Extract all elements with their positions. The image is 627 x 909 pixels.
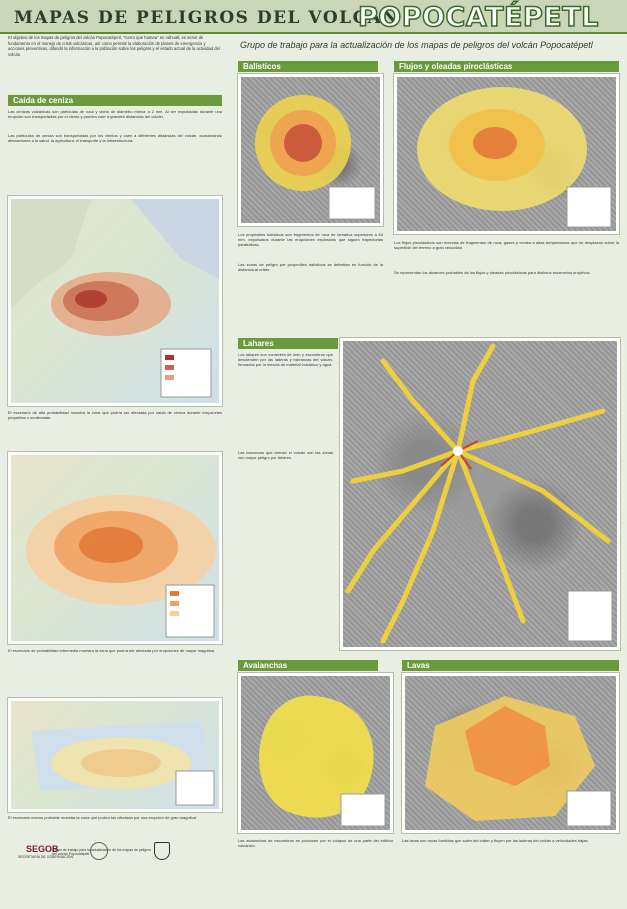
ash-map-2-graphic bbox=[11, 455, 219, 641]
ash-map-intermediate-probability bbox=[8, 452, 222, 644]
section-label-avalanchas: Avalanchas bbox=[238, 660, 378, 671]
page-subtitle: Grupo de trabajo para la actualización de los mapas de peligros del volcán Popocatépetl bbox=[240, 40, 593, 50]
lava-map-graphic bbox=[405, 676, 616, 830]
flujos-paragraph-1: Los flujos piroclásticos son mezclas de fragmentos de roca, gases y ceniza a altas temperaturas que se desplazan sobre la superficie del terreno a gran velocidad. bbox=[394, 240, 619, 251]
ceniza-paragraph-2: Las partículas de ceniza son transportadas por los vientos y caen a diferentes distancias del volcán, ocasionando afectaciones a la salud, la agricultura, el transporte y la infraestructura. bbox=[8, 133, 222, 144]
balisticos-paragraph-1: Los proyectiles balísticos son fragmentos de roca de tamaños superiores a 64 mm, expulsados durante las erupciones explosivas que siguen trayectorias parabólicas. bbox=[238, 232, 383, 248]
avalanchas-paragraph-1: Las avalanchas de escombros se producen por el colapso de una parte del edificio volcánico. bbox=[238, 838, 393, 849]
lahar-map-graphic bbox=[343, 341, 617, 647]
ceniza-paragraph-3: El escenario de alta probabilidad muestra la zona que podría ser afectada por caída de ceniza durante erupciones pequeñas o moderadas. bbox=[8, 410, 222, 421]
section-label-ceniza: Caída de ceniza bbox=[8, 95, 222, 106]
unam-shield-icon bbox=[154, 842, 170, 860]
lahar-map bbox=[340, 338, 620, 650]
segob-logo: SEGOB bbox=[26, 844, 59, 854]
ash-map-1-graphic bbox=[11, 199, 219, 403]
intro-text: El objetivo de los mapas de peligros del volcán Popocatépetl, "Cerro que humea" en náhuatl, es servir de fundamento en el manejo de crisis volcánicas, así como permitir la elaboración de planes de emergencia y acciones preventivas, difundir la información a la población sobre los peligros y el estado actual de la actividad del volcán. bbox=[8, 35, 220, 57]
balisticos-paragraph-2: Las zonas de peligro por proyectiles balísticos se delimitan en función de la distancia al cráter. bbox=[238, 262, 383, 273]
pyroclastic-flow-map-graphic bbox=[397, 77, 616, 231]
page-title-volcano: POPOCATÉPETL bbox=[358, 2, 599, 33]
section-label-lahares: Lahares bbox=[238, 338, 338, 349]
ceniza-paragraph-5: El escenario menos probable muestra la zona que podría ser afectada por una erupción de gran magnitud. bbox=[8, 815, 198, 820]
ceniza-paragraph-4: El escenario de probabilidad intermedia muestra la zona que podría ser afectada por erupciones de mayor magnitud. bbox=[8, 648, 216, 653]
ceniza-paragraph-1: Las cenizas volcánicas son partículas de roca y vidrio de diámetro menor a 2 mm. Al ser expulsadas durante una erupción son transportadas por el viento y pueden caer a grandes distancias del volcán. bbox=[8, 109, 222, 120]
ash-map-3-graphic bbox=[11, 701, 219, 809]
section-label-flujos: Flujos y oleadas piroclásticas bbox=[394, 61, 619, 72]
ballistic-map bbox=[238, 74, 383, 226]
lavas-paragraph-1: Las lavas son rocas fundidas que salen del cráter y fluyen por las laderas del volcán a velocidades bajas. bbox=[402, 838, 589, 843]
lava-map bbox=[402, 673, 619, 833]
section-label-balisticos: Balísticos bbox=[238, 61, 378, 72]
pyroclastic-flow-map bbox=[394, 74, 619, 234]
segob-logo-subtitle: SECRETARÍA DE GOBERNACIÓN bbox=[18, 855, 73, 859]
ash-map-low-probability bbox=[8, 698, 222, 812]
avalanche-map-graphic bbox=[241, 676, 390, 830]
lahares-paragraph-2: Las barrancas que drenan el volcán son las zonas con mayor peligro por lahares. bbox=[238, 450, 333, 461]
footer-logos bbox=[8, 840, 222, 900]
ash-map-high-probability bbox=[8, 196, 222, 406]
flujos-paragraph-2: Se representan los alcances probables de los flujos y oleadas piroclásticas para distintos escenarios eruptivos. bbox=[394, 270, 591, 275]
page-header bbox=[0, 0, 627, 34]
lahares-paragraph-1: Los lahares son corrientes de lodo y escombros que descienden por las laderas y barrancas del volcán, formados por la mezcla de material volcánico y agua. bbox=[238, 352, 333, 368]
footer-credits: Grupo de trabajo para la actualización de los mapas de peligros del volcán Popocatépetl bbox=[52, 848, 152, 856]
ballistic-map-graphic bbox=[241, 77, 380, 223]
avalanche-map bbox=[238, 673, 393, 833]
page-title-left: MAPAS DE PELIGROS DEL VOLCÁN bbox=[14, 8, 400, 28]
section-label-lavas: Lavas bbox=[402, 660, 619, 671]
